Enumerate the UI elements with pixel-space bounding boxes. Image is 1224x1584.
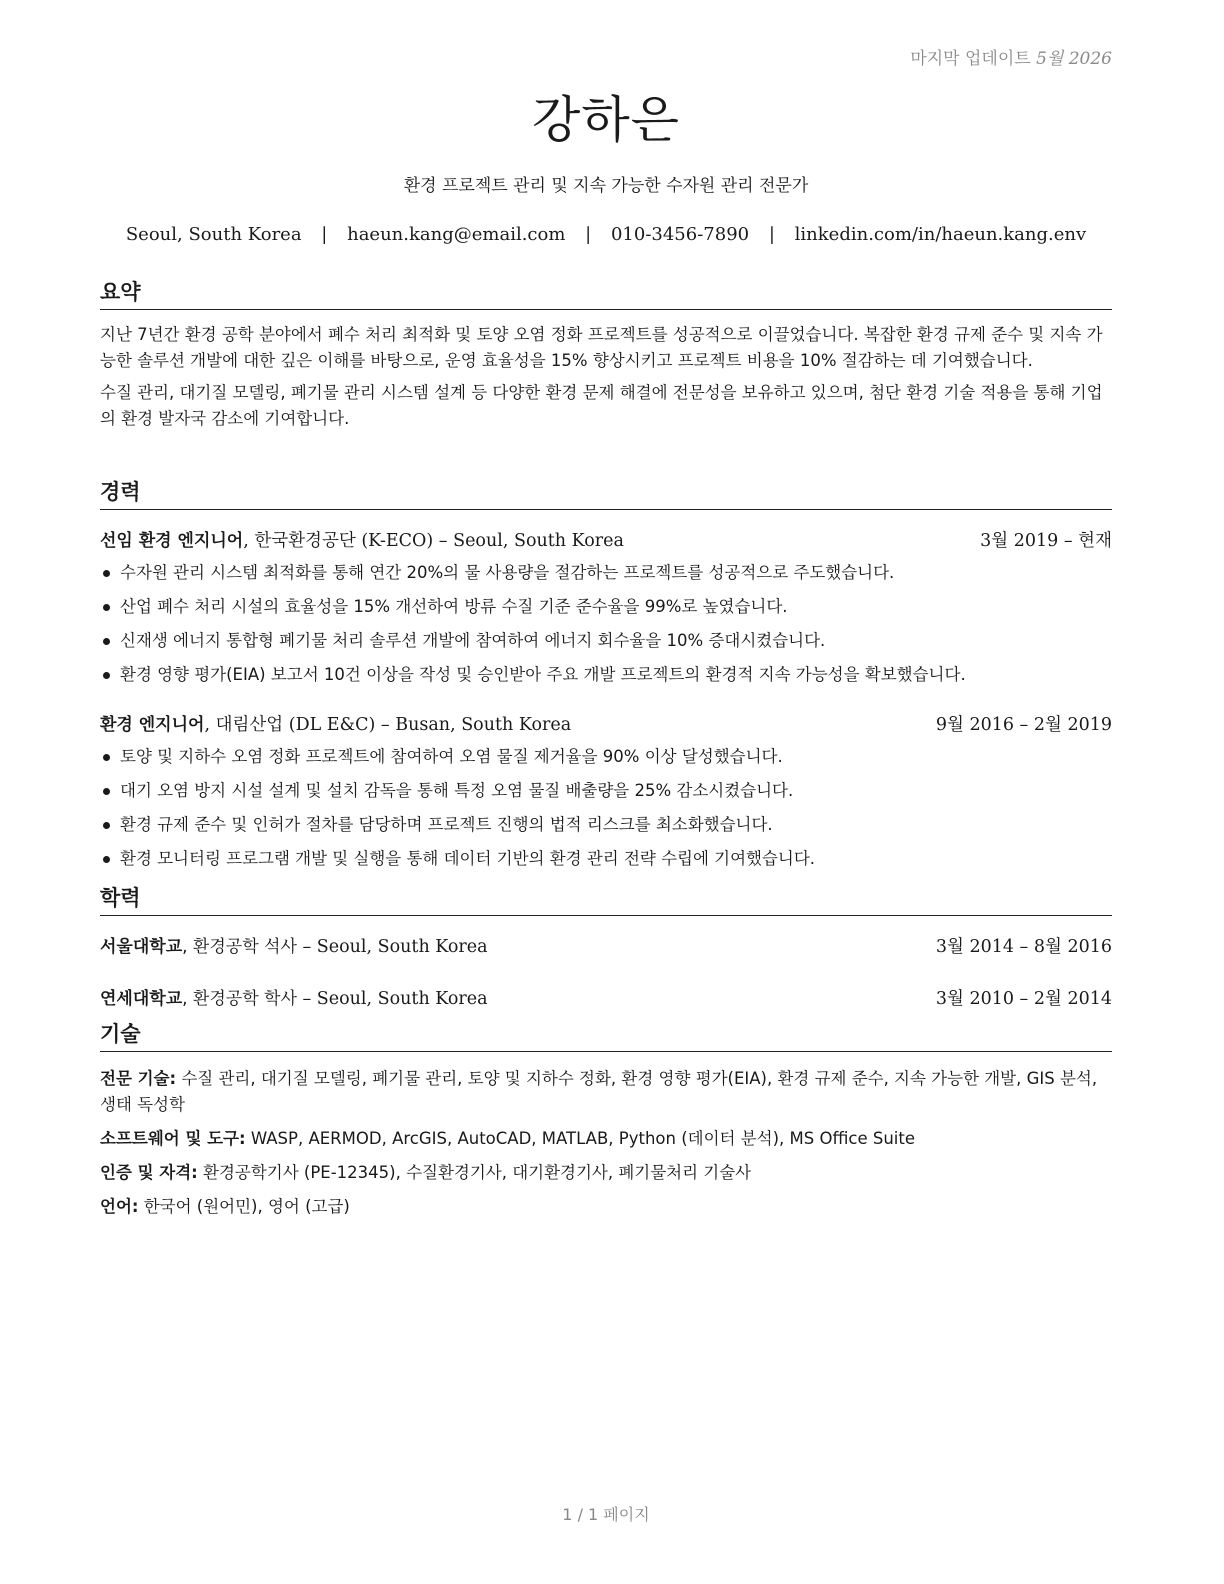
list-item: 수자원 관리 시스템 최적화를 통해 연간 20%의 물 사용량을 절감하는 프로젝트를 성공적으로 주도했습니다. — [100, 556, 1112, 590]
section-title-summary: 요약 — [100, 276, 1112, 310]
skill-row — [100, 1194, 1112, 1220]
skill-value: WASP, AERMOD, ArcGIS, AutoCAD, MATLAB, Python (데이터 분석), MS Office Suite — [245, 1129, 916, 1148]
skill-value: 환경공학기사 (PE-12345), 수질환경기사, 대기환경기사, 폐기물처리 기술사 — [197, 1163, 752, 1182]
candidate-name: 강하은 — [532, 91, 680, 149]
list-item: 대기 오염 방지 시설 설계 및 설치 감독을 통해 특정 오염 물질 배출량을 25% 감소시켰습니다. — [100, 774, 1112, 808]
education-title-line — [100, 932, 488, 957]
last-updated-label: 마지막 업데이트 — [910, 49, 1031, 69]
job-title-line — [100, 710, 571, 736]
last-updated-year: 2026 — [1068, 49, 1112, 69]
summary-paragraph: 지난 7년간 환경 공학 분야에서 폐수 처리 최적화 및 토양 오염 정화 프로젝트를 성공적으로 이끌었습니다. 복잡한 환경 규제 준수 및 지속 가능한 솔루션 개발에 대한 깊은 이해를 바탕으로, 운영 효율성을 15% 향상시키고 프로젝트 비용을 10% 절감하는 데 기여했습니다. — [100, 325, 1103, 370]
section-title-skills: 기술 — [100, 1018, 1112, 1052]
education-place: – Seoul, South Korea — [296, 989, 488, 1009]
skills-section — [100, 1018, 1112, 1220]
contact-location: Seoul, South Korea — [125, 224, 302, 245]
job-dates: 9월 2016 – 2월 2019 — [935, 715, 1112, 735]
job-role: 선임 환경 엔지니어 — [100, 531, 244, 551]
contact-phone: 010-3456-7890 — [610, 224, 750, 245]
section-title-education: 학력 — [100, 882, 1112, 916]
contact-email[interactable]: haeun.kang@email.com — [347, 224, 566, 245]
contact-line — [100, 224, 1112, 245]
list-item: 환경 모니터링 프로그램 개발 및 실행을 통해 데이터 기반의 환경 관리 전략 수립에 기여했습니다. — [100, 842, 1112, 876]
skill-row — [100, 1126, 1112, 1152]
education-place: – Seoul, South Korea — [296, 937, 488, 957]
job-header — [100, 526, 1112, 552]
last-updated — [910, 44, 1112, 69]
skill-value: 수질 관리, 대기질 모델링, 폐기물 관리, 토양 및 지하수 정화, 환경 영향 평가(EIA), 환경 규제 준수, 지속 가능한 개발, GIS 분석, 생태 독성학 — [100, 1069, 1098, 1114]
list-item: 환경 영향 평가(EIA) 보고서 10건 이상을 작성 및 승인받아 주요 개발 프로젝트의 환경적 지속 가능성을 확보했습니다. — [100, 658, 1112, 692]
job-bullets — [100, 740, 1112, 876]
education-section — [100, 882, 1112, 1010]
contact-linkedin[interactable]: linkedin.com/in/haeun.kang.env — [794, 224, 1087, 245]
resume-page — [100, 0, 1112, 1584]
contact-separator: | — [585, 224, 592, 245]
education-school: 서울대학교 — [100, 937, 183, 957]
list-item: 토양 및 지하수 오염 정화 프로젝트에 참여하여 오염 물질 제거율을 90% 이상 달성했습니다. — [100, 740, 1112, 774]
skill-label: 인증 및 자격: — [100, 1163, 198, 1182]
section-title-experience: 경력 — [100, 476, 1112, 510]
education-title-line — [100, 984, 488, 1009]
page-footer: 1 / 1 페이지 — [562, 1505, 650, 1524]
job-bullets — [100, 556, 1112, 692]
skill-label: 전문 기술: — [100, 1069, 177, 1088]
skill-row — [100, 1066, 1112, 1118]
job-role: 환경 엔지니어 — [100, 715, 205, 735]
contact-separator: | — [321, 224, 328, 245]
job-title-line — [100, 526, 624, 552]
list-item: 환경 규제 준수 및 인허가 절차를 담당하며 프로젝트 진행의 법적 리스크를 최소화했습니다. — [100, 808, 1112, 842]
list-item: 산업 폐수 처리 시설의 효율성을 15% 개선하여 방류 수질 기준 준수율을 99%로 높였습니다. — [100, 590, 1112, 624]
education-school: 연세대학교 — [100, 989, 183, 1009]
job-org: , 대림산업 (DL E&C) – Busan, South Korea — [204, 715, 572, 735]
last-updated-month: 5월 — [1036, 49, 1064, 69]
education-degree: , 환경공학 학사 — [182, 989, 297, 1009]
education-row — [100, 984, 1112, 1010]
list-item: 신재생 에너지 통합형 폐기물 처리 솔루션 개발에 참여하여 에너지 회수율을 10% 증대시켰습니다. — [100, 624, 1112, 658]
skill-label: 언어: — [100, 1197, 139, 1216]
candidate-subtitle: 환경 프로젝트 관리 및 지속 가능한 수자원 관리 전문가 — [403, 176, 809, 196]
skill-row — [100, 1160, 1112, 1186]
contact-separator: | — [768, 224, 775, 245]
education-degree: , 환경공학 석사 — [182, 937, 297, 957]
education-row — [100, 932, 1112, 958]
skill-value: 한국어 (원어민), 영어 (고급) — [138, 1197, 350, 1216]
skill-label: 소프트웨어 및 도구: — [100, 1129, 246, 1148]
education-dates: 3월 2010 – 2월 2014 — [935, 989, 1112, 1009]
job-header — [100, 710, 1112, 736]
experience-section — [100, 476, 1112, 876]
job-org: , 한국환경공단 (K-ECO) – Seoul, South Korea — [243, 531, 624, 551]
job-dates: 3월 2019 – 현재 — [980, 531, 1112, 551]
summary-paragraph: 수질 관리, 대기질 모델링, 폐기물 관리 시스템 설계 등 다양한 환경 문제 해결에 전문성을 보유하고 있으며, 첨단 환경 기술 적용을 통해 기업의 환경 발자국 감소에 기여합니다. — [100, 383, 1103, 428]
summary-section — [100, 276, 1112, 432]
education-dates: 3월 2014 – 8월 2016 — [935, 937, 1112, 957]
